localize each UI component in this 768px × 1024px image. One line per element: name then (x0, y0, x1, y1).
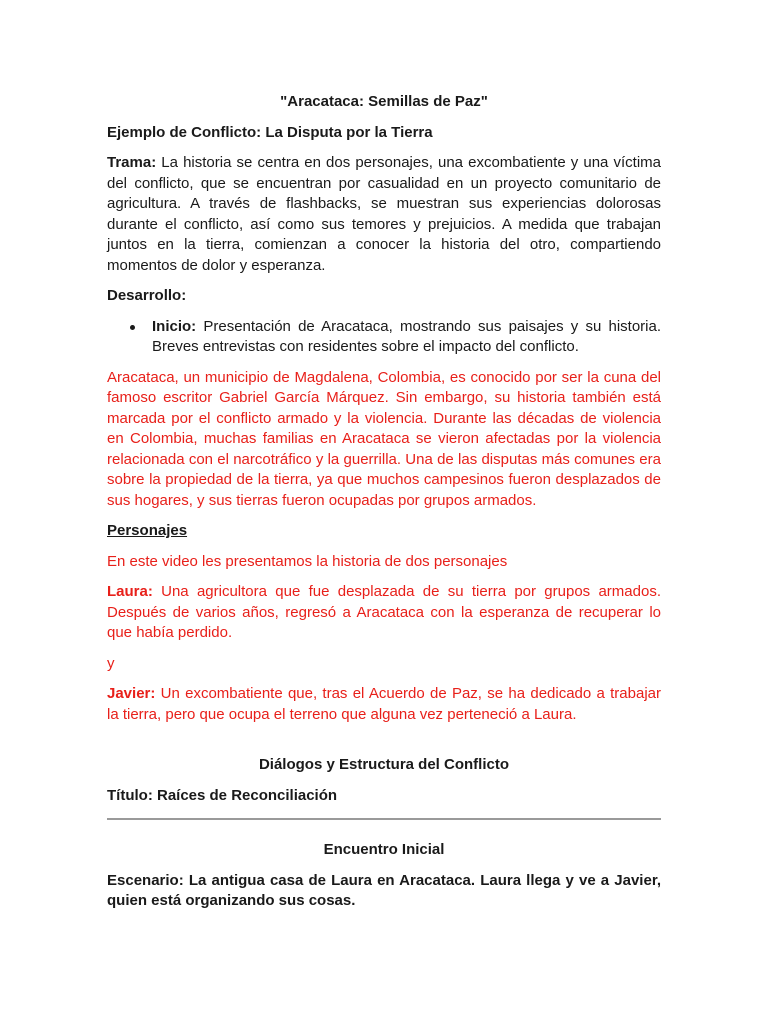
javier-text: Un excombatiente que, tras el Acuerdo de Paz, se ha dedicado a trabajar la tierra, pero que ocupa el terreno que alguna vez perteneció a Laura. (107, 685, 661, 723)
escenario-line: Escenario: La antigua casa de Laura en Aracataca. Laura llega y ve a Javier, quien está organizando sus cosas. (107, 871, 661, 909)
desarrollo-list (107, 317, 661, 358)
inicio-label: Inicio: (152, 317, 197, 335)
inicio-text: Presentación de Aracataca, mostrando sus paisajes y su historia. Breves entrevistas con residentes sobre el impacto del conflicto. (152, 317, 661, 355)
desarrollo-heading: Desarrollo: (107, 287, 187, 304)
personajes-intro: En este video les presentamos la historia de dos personajes (107, 552, 508, 570)
laura-text: Una agricultora que fue desplazada de su tierra por grupos armados. Después de varios años, regresó a Aracataca con la esperanza de recuperar lo que había perdido. (107, 583, 661, 641)
document-title: "Aracataca: Semillas de Paz" (280, 93, 488, 110)
personajes-heading: Personajes (107, 522, 188, 539)
section-divider (107, 818, 661, 820)
trama-text: La historia se centra en dos personajes, una excombatiente y una víctima del conflicto, que se encuentran por casualidad en un proyecto comunitario de agricultura. A través de flashbacks, se muestran sus experiencias dolorosas durante el conflicto, así como sus temores y prejuicios. A medida que trabajan juntos en la tierra, comienzan a conocer la historia del otro, compartiendo momentos de dolor y esperanza. (107, 154, 661, 274)
context-paragraph: Aracataca, un municipio de Magdalena, Colombia, es conocido por ser la cuna del famoso escritor Gabriel García Márquez. Sin embargo, su historia también está marcada por el conflicto armado y la violencia. Durante las décadas de violencia en Colombia, muchas familias en Aracataca se vieron afectadas por la violencia relacionada con el narcotráfico y la guerrilla. Una de las disputas más comunes era sobre la propiedad de la tierra, ya que muchos campesinos fueron desplazados de sus hogares, y sus tierras fueron ocupadas por grupos armados. (107, 368, 661, 509)
list-item-inicio (152, 317, 661, 358)
javier-paragraph (107, 684, 661, 725)
titulo-line: Título: Raíces de Reconciliación (107, 786, 338, 804)
trama-label: Trama: (107, 154, 157, 171)
javier-label: Javier: (107, 685, 156, 702)
encuentro-heading: Encuentro Inicial (323, 841, 445, 858)
document-subtitle: Ejemplo de Conflicto: La Disputa por la Tierra (107, 123, 433, 141)
document-page (107, 92, 661, 922)
dialogos-heading: Diálogos y Estructura del Conflicto (258, 756, 510, 773)
laura-label: Laura: (107, 583, 153, 600)
connector-text: y (107, 654, 115, 672)
trama-paragraph (107, 153, 661, 276)
laura-paragraph (107, 582, 661, 644)
